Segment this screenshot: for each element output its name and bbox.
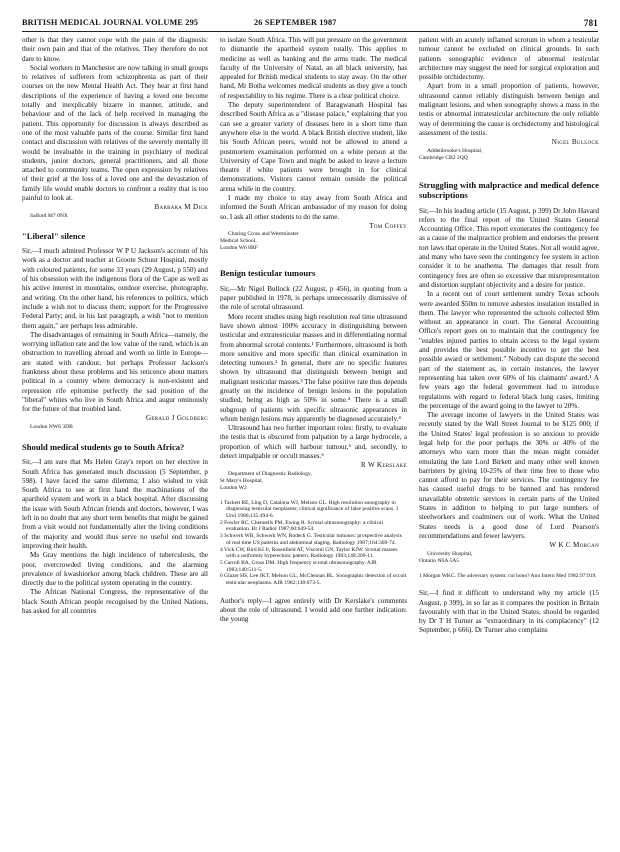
- journal-title: BRITISH MEDICAL JOURNAL VOLUME 295: [22, 18, 199, 27]
- paragraph: Social workers in Manchester are now talking in small groups to relatives of sufferers from schizophrenia as part of their courses on the new Mental Health Act. They hear at first hand descriptions of the experience of having a loved one become totally and inexplicably bizarre in manner, attitude, and behaviour and of the lack of help received in managing the patient. This opportunity for discussion is always described as one of the most valuable parts of the course. Similar first hand contact and discussion with relatives of the severely mentally ill would be invaluable in the training in psychiatry of medical students, junior doctors, general practitioners, and all those attached to community teams. The open expression by relatives of their grief at the loss of a loved one and the devastation of family life would enable doctors to confront a reality that is too painful to look at.: [22, 63, 208, 203]
- reference: 4 Vick CW, Bird KI Jr, Rosenfield AT, Viscomi GN, Taylor KJW. Scrotal masses with a uniformly hyperechoic pattern. Radiology 1983;148:209-11.: [220, 546, 398, 560]
- author-address: London NW6 3DB: [30, 423, 73, 430]
- header-rule: [22, 31, 598, 32]
- paragraph: Apart from in a small proportion of patients, however, ultrasound cannot reliably distinguish between benign and malignant lesions, and when sonography shows a mass in the testis or abnormal intratesticular architecture the only reliable way of determining the cause is orchidectomy and histological assessment of the testis.: [419, 82, 599, 137]
- author-signature: Gerald J Goldberg: [145, 414, 208, 423]
- author-address: Salford M7 0NX: [30, 212, 68, 219]
- author-signature: Nigel Bullock: [551, 138, 599, 147]
- letter-heading: Should medical students go to South Africa?: [22, 441, 185, 452]
- paragraph: patient with an acutely inflamed scrotum in whom a testicular tumour cannot be excluded on clinical grounds. In such patients sonographic evidence of abnormal testicular architecture may suggest the need for surgical exploration and possible orchidectomy.: [419, 36, 599, 82]
- paragraph: to isolate South Africa. This will put pressure on the government to dismantle the apartheid system totally. This applies to medicine as well as banking and the arms trade. The medical faculty of the University of Natal, an all black university, has appealed for British medical students to stay away. On the other hand, Mr Botha welcomes medical students as they give a touch of respectability to his regime. There is a clear political choice.: [220, 36, 407, 100]
- paragraph: Ms Gray mentions the high incidence of tuberculosis, the poor, overcrowded living conditions, and the alarming prevalence of kwashiorkor among black children. These are all directly due to the political system operating in the country.: [22, 551, 208, 588]
- column-1: [22, 36, 208, 616]
- author-signature: W K C Morgan: [549, 541, 599, 550]
- paragraph: other is that they cannot cope with the pain of the diagnosis: their own pain and that of the relatives. They therefore do not dare to know.: [22, 36, 208, 63]
- page-number: 781: [583, 18, 598, 28]
- paragraph: The African National Congress, the representative of the black South African people recognised by the United Nations, has asked for all countries: [22, 588, 208, 616]
- paragraph: Author's reply—I agree entirely with Dr Kerslake's comments about the role of ultrasound. I would add one further indication: the young: [220, 596, 407, 624]
- paragraph: More recent studies using high resolution real time ultrasound have shown almost 100% accuracy in distinguishing between testicular and extratesticular masses and in differentiating normal from abnormal scrotal contents.¹ Furthermore, ultrasound is both more sensitive and more specific than clinical examination in detecting tumours.² In general, there are no specific features shown by ultrasound that distinguish between benign and malignant testicular masses.³ The false positive rate thus depends greatly on the incidence of benign lesions in the population studied, being as high as 50% in some.⁴ There is a small subgroup of patients with specific ultrasonic appearances in whom benign lesions may apparently be diagnosed accurately.⁴: [220, 312, 407, 423]
- author-signature: Tom Coffey: [369, 221, 407, 230]
- paragraph: Ultrasound has two further important roles: firstly, to evaluate the testis that is obscured from palpation by a large hydrocele, a proportion of which will harbour tumour,⁵ and, secondly, to detect impalpable or occult masses.⁶: [220, 424, 407, 461]
- running-header: [22, 18, 598, 32]
- author-address: University Hospital, Ontario N6A 5A5: [419, 550, 473, 564]
- author-address: Department of Diagnostic Radiology, St Mary's Hospital, London W2: [220, 470, 312, 491]
- author-address: Charing Cross and Westminster Medical School, London W6 8RF: [220, 231, 299, 252]
- paragraph: Sir,—I much admired Professor W P U Jackson's account of his work as a doctor and teacher at Groote Schuur Hospital, mostly with coloured patients, for some 33 years (29 August, p 550) and of his obsession with the indigenous flora of the Cape as well as his active interest in mountains, outdoor exercise, photography, and writing. On the other hand, his references to politics, which include a wish not to discuss them; support for the Progressive Federal Party; and, in his last paragraph, a wish "not to mention them again," are perhaps less admirable.: [22, 247, 208, 330]
- author-signature: R W Kerslake: [360, 461, 407, 470]
- column-3: [419, 36, 599, 636]
- reference: 1 Morgan WKC. The adversary system: cui bono? Ann Intern Med 1982;97:919.: [419, 572, 597, 579]
- reference: 6 Glazer HS, Lee JKT, Melson GL, McClennan BL. Sonographic detection of occult testicular neoplasms. AJR 1982;138:673-5.: [220, 573, 407, 587]
- paragraph: Sir,—I find it difficult to understand why my article (15 August, p 399), in so far as it compares the position in Britain favourably with that in the United States, should be regarded by Dr T H Turner as "extraordinary in its complacency" (12 September, p 666). Dr Turner also complains: [419, 589, 599, 635]
- paragraph: Sir,—In his leading article (15 August, p 399) Dr John Havard refers to the final report of the United States General Accounting Office. This report exonerates the contingency fee as a cause of the malpractice problem and endorses the present tort laws that operate in the United States. Not all would agree, and many who have seen the contingency fee system in action consider it to be anathema. The damages that result from contingency fees are often so excessive that misrepresentation and distortion supplant objectivity and a desire for justice.: [419, 206, 599, 289]
- paragraph: The disadvantages of remaining in South Africa—namely, the worrying inflation rate and the low value of the rand, which is an obstruction to travelling abroad and worth so little in Europe—are stated with candour, but perhaps Professor Jackson's frankness about these problems and his reticence about matters political in a country where democracy is non-existent and repression rife epitomise perfectly the sad position of the "liberal" whites who live in South Africa and augur ominously for the future of that troubled land.: [22, 330, 208, 414]
- paragraph: In a recent out of court settlement sundry Texas schools were awarded $50m to remove asbestos insulation installed in them. The lawyer who represented the schools collected $9m without an appearance in court. The General Accounting Office's report goes on to maintain that the contingency fee "enables injured parties to obtain access to the legal system and provides the best possible incentive to get the best possible award or settlement." Nobody can dispute the second part of the statement as, in certain instances, the lawyer representing has taken over 60% of his claimants' award.¹ A few years ago the federal government had to introduce regulations with regard to federal black lung cases, limiting the percentage of the award going to the lawyer to 20%.: [419, 290, 599, 410]
- column-2: [220, 36, 407, 625]
- paragraph: The deputy superintendent of Baragwanath Hospital has described South Africa as a "disease palace," explaining that you can see a greater variety of diseases here in a short time than anywhere else in the world. A black British elective student, like his South African peers, would not be allowed to attend a postmortem examination performed on a white person at the University of Cape Town and might be asked to leave a lecture theatre if white patients were brought in for clinical demonstrations. Visitors cannot remain outside the political arena while in the country.: [220, 101, 407, 193]
- reference: 5 Carroll BA, Gross DM. High frequency scrotal ultrasonography. AJR 1983;140:511-5.: [220, 560, 377, 573]
- author-address: Addenbrooke's Hospital, Cambridge CB2 2QQ: [419, 147, 483, 161]
- paragraph: Sir,—Mr Nigel Bullock (22 August, p 456), in quoting from a paper published in 1978, is perhaps unnecessarily dismissive of the role of scrotal ultrasound.: [220, 284, 407, 312]
- letter-heading: Struggling with malpractice and medical defence subscriptions: [419, 179, 599, 201]
- paragraph: The average income of lawyers in the United States was recently stated by the Wall Street Journal to be $125 000; if the United States' legal profession is so anxious to provide legal help for the poor perhaps the 30% or 40% of the attorneys who earn more than the mean might consider emulating the late Lord Birkett and many other well known barristers by giving 10-25% of their time free to those who cannot afford to pay for their services. The contingency fee has caused useful drugs to be banned and has rendered unavailable obstetric services in certain parts of the United States in addition to helping to put large numbers of steelworkers and coalminers out of work. What the United States needs is a good dose of Lord Pearson's recommendations and fewer lawyers.: [419, 411, 599, 540]
- author-signature: Barbara M Dick: [154, 203, 208, 212]
- reference: 2 Fowler RC, Chennells PM, Ewing R. Scrotal ultrasonography: a clinical evaluation. Br J Radiol 1987;60:649-54.: [220, 519, 383, 533]
- reference-list: [419, 573, 599, 580]
- paragraph: I made my choice to stay away from South Africa and informed the South African ambassador of my reason for doing so. I ask all other students to do the same.: [220, 194, 407, 221]
- letter-heading: Benign testicular tumours: [220, 268, 316, 279]
- reference: 1 Tackett RE, Ling D, Catalona WJ, Melson GL. High resolution sonography in diagnosing testicular neoplasms; clinical significance of false positive scans. J Urol 1986;135:494-6.: [220, 499, 398, 520]
- letter-heading: "Liberal" silence: [22, 230, 86, 241]
- reference-list: [220, 500, 407, 587]
- paragraph: Sir,—I am sure that Ms Helen Gray's report on her elective in South Africa has generated much discussion (5 September, p 598). I have faced the same dilemma; I also wished to visit South Africa to see at first hand the machinations of the apartheid system and work in a black hospital. After discussing the issue with South African friends and doctors, however, I was left in no doubt that any short term benefits that might be gained from a visit would not fundamentally alter the living conditions of the majority and would thus serve no useful end towards improving their health.: [22, 458, 208, 550]
- issue-date: 26 SEPTEMBER 1987: [254, 18, 337, 27]
- reference: 3 Schwerk WB, Schwerk WN, Rodeck G. Testicular tumours: prospective analysis of real time US patterns and abdominal staging. Radiology 1987;164:369-74.: [220, 533, 402, 546]
